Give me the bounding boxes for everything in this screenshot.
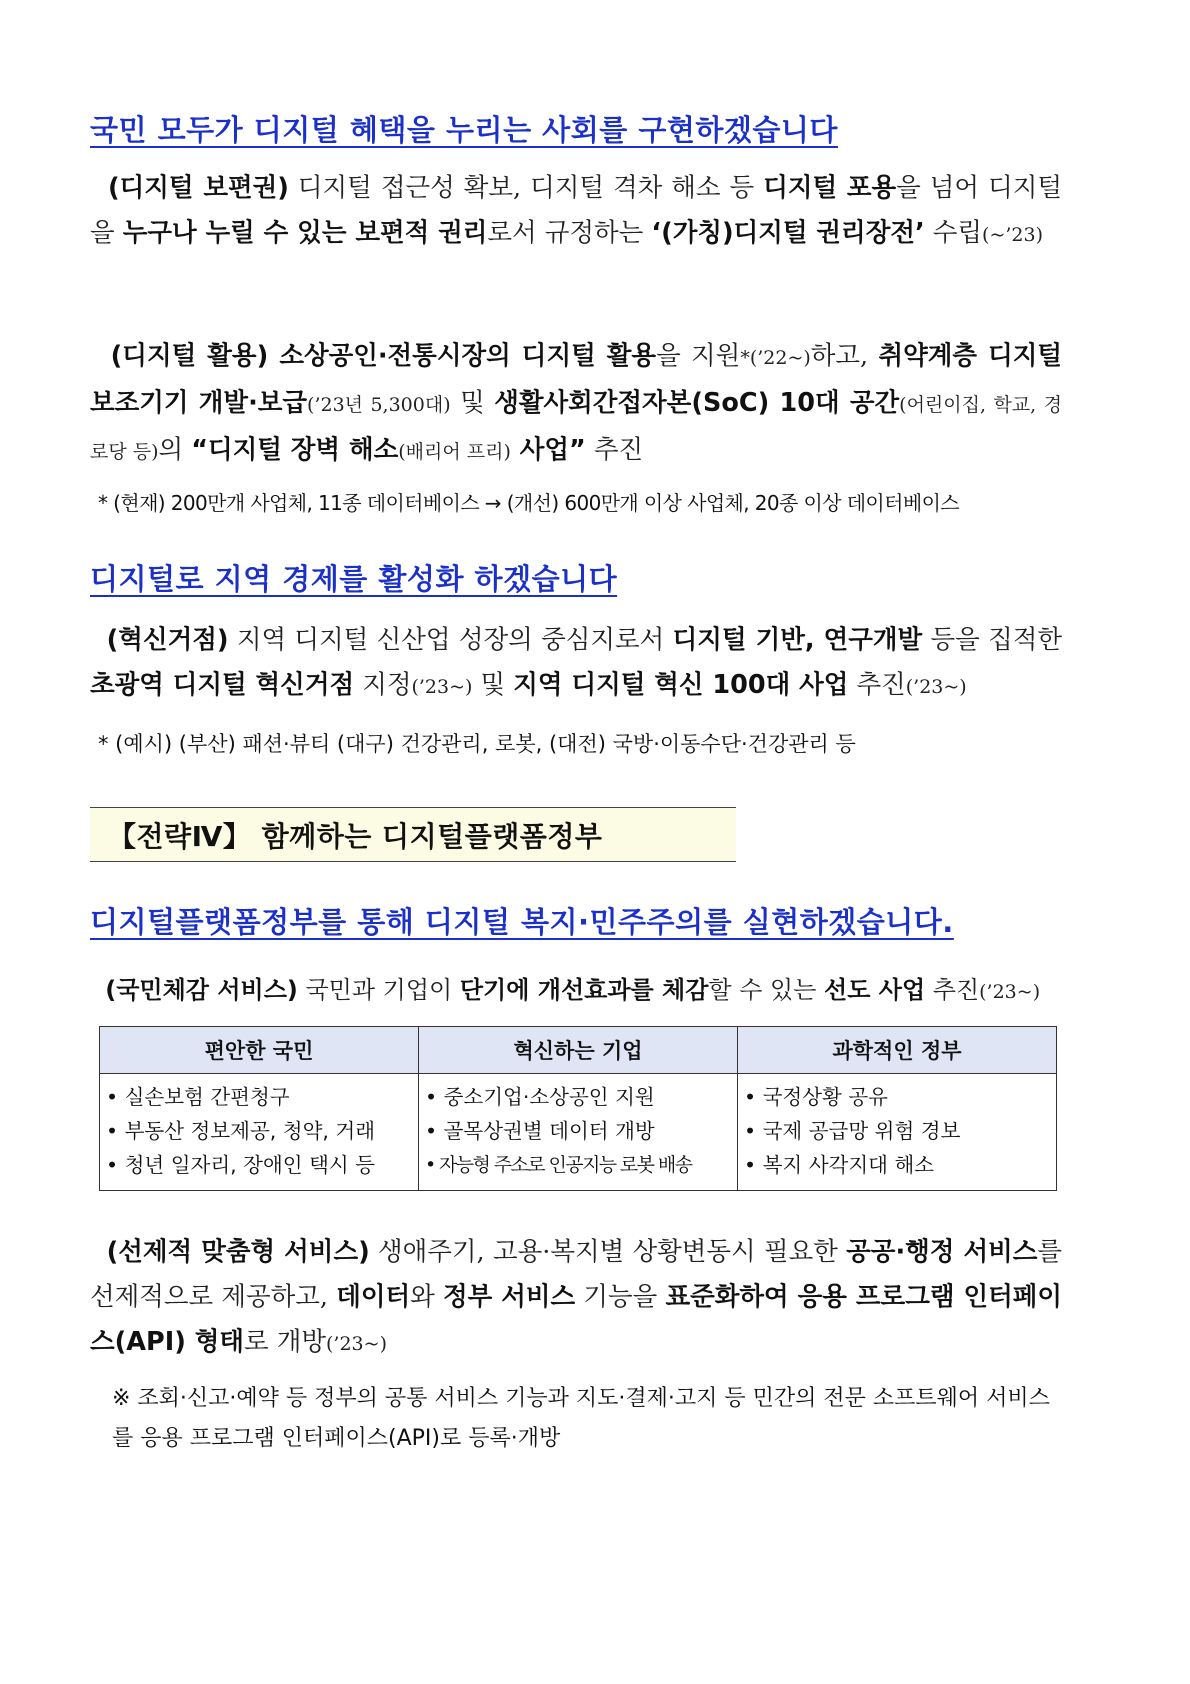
paragraph-citizen-services: (국민체감 서비스) 국민과 기업이 단기에 개선효과를 체감할 수 있는 선도 사업 추진(’23~) — [105, 976, 1041, 1004]
section-heading-platform-government: 디지털플랫폼정부를 통해 디지털 복지·민주주의를 실현하겠습니다. — [90, 905, 954, 939]
strategy-title-box — [90, 807, 736, 862]
table-header: 과학적인 정부 — [738, 1027, 1057, 1074]
list-item: • 골목상권별 데이터 개방 — [425, 1114, 733, 1148]
list-item: • 복지 사각지대 해소 — [744, 1148, 1052, 1182]
table-header: 혁신하는 기업 — [419, 1027, 738, 1074]
table-header: 편안한 국민 — [100, 1027, 419, 1074]
list-item: • 중소기업·소상공인 지원 — [425, 1080, 733, 1114]
list-item: • 국제 공급망 위험 경보 — [744, 1114, 1052, 1148]
footnote-business-database: * (현재) 200만개 사업체, 11종 데이터베이스 → (개선) 600만개 이상 사업체, 20종 이상 데이터베이스 — [98, 491, 960, 515]
paragraph-digital-universal-rights: (디지털 보편권) 디지털 접근성 확보, 디지털 격차 해소 등 디지털 포용을 넘어 디지털을 누구나 누릴 수 있는 보편적 권리로서 규정하는 ‘(가칭)디지털 권리장전’ 수립(~’23) — [90, 173, 1062, 248]
table-cell-businesses — [419, 1074, 738, 1191]
section-heading-digital-benefits: 국민 모두가 디지털 혜택을 누리는 사회를 구현하겠습니다 — [90, 113, 838, 147]
table-cell-citizens — [100, 1074, 419, 1191]
footnote-regional-examples: * (예시) (부산) 패션·뷰티 (대구) 건강관리, 로봇, (대전) 국방·이동수단·건강관리 등 — [98, 732, 856, 756]
para-label: (선제적 맞춤형 서비스) — [106, 1237, 370, 1267]
para-label: (혁신거점) — [106, 625, 229, 655]
paragraph-digital-utilization: (디지털 활용) 소상공인·전통시장의 디지털 활용을 지원*(’22~)하고, 취약계층 디지털 보조기기 개발·보급(’23년 5,300대) 및 생활사회간접자본(SoC) 10대 공간(어린이집, 학교, 경로당 등)의 “디지털 장벽 해소(배리어 프리) 사업” 추진 — [90, 341, 1063, 465]
para-label: (국민체감 서비스) — [105, 976, 298, 1004]
list-item: • 청년 일자리, 장애인 택시 등 — [106, 1148, 414, 1182]
list-item: • 자능형 주소로 인공지능 로봇 배송 — [425, 1148, 733, 1182]
paragraph-innovation-hub: (혁신거점) 지역 디지털 신산업 성장의 중심지로서 디지털 기반, 연구개발 등을 집적한 초광역 디지털 혁신거점 지정(’23~) 및 지역 디지털 혁신 100대 사업 추진(’23~) — [90, 625, 1063, 700]
table-row — [100, 1074, 1057, 1191]
table-cell-government — [738, 1074, 1057, 1191]
para-label: (디지털 보편권) — [108, 173, 289, 203]
para-label: (디지털 활용) — [110, 341, 269, 371]
list-item: • 부동산 정보제공, 청약, 거래 — [106, 1114, 414, 1148]
table-header-row — [100, 1027, 1057, 1074]
paragraph-proactive-services: (선제적 맞춤형 서비스) 생애주기, 고용·복지별 상황변동시 필요한 공공·행정 서비스를 선제적으로 제공하고, 데이터와 정부 서비스 기능을 표준화하여 응용 프로그램 인터페이스(API) 형태로 개방(’23~) — [90, 1237, 1062, 1357]
service-table — [99, 1026, 1057, 1191]
list-item: • 국정상황 공유 — [744, 1080, 1052, 1114]
list-item: • 실손보험 간편청구 — [106, 1080, 414, 1114]
footnote-api-registration: ※ 조회·신고·예약 등 정부의 공통 서비스 기능과 지도·결제·고지 등 민간의 전문 소프트웨어 서비스를 응용 프로그램 인터페이스(API)로 등록·개방 — [112, 1386, 1050, 1451]
section-heading-regional-economy: 디지털로 지역 경제를 활성화 하겠습니다 — [90, 562, 618, 596]
strategy-title: 【전략Ⅳ】 함께하는 디지털플랫폼정부 — [108, 819, 603, 853]
